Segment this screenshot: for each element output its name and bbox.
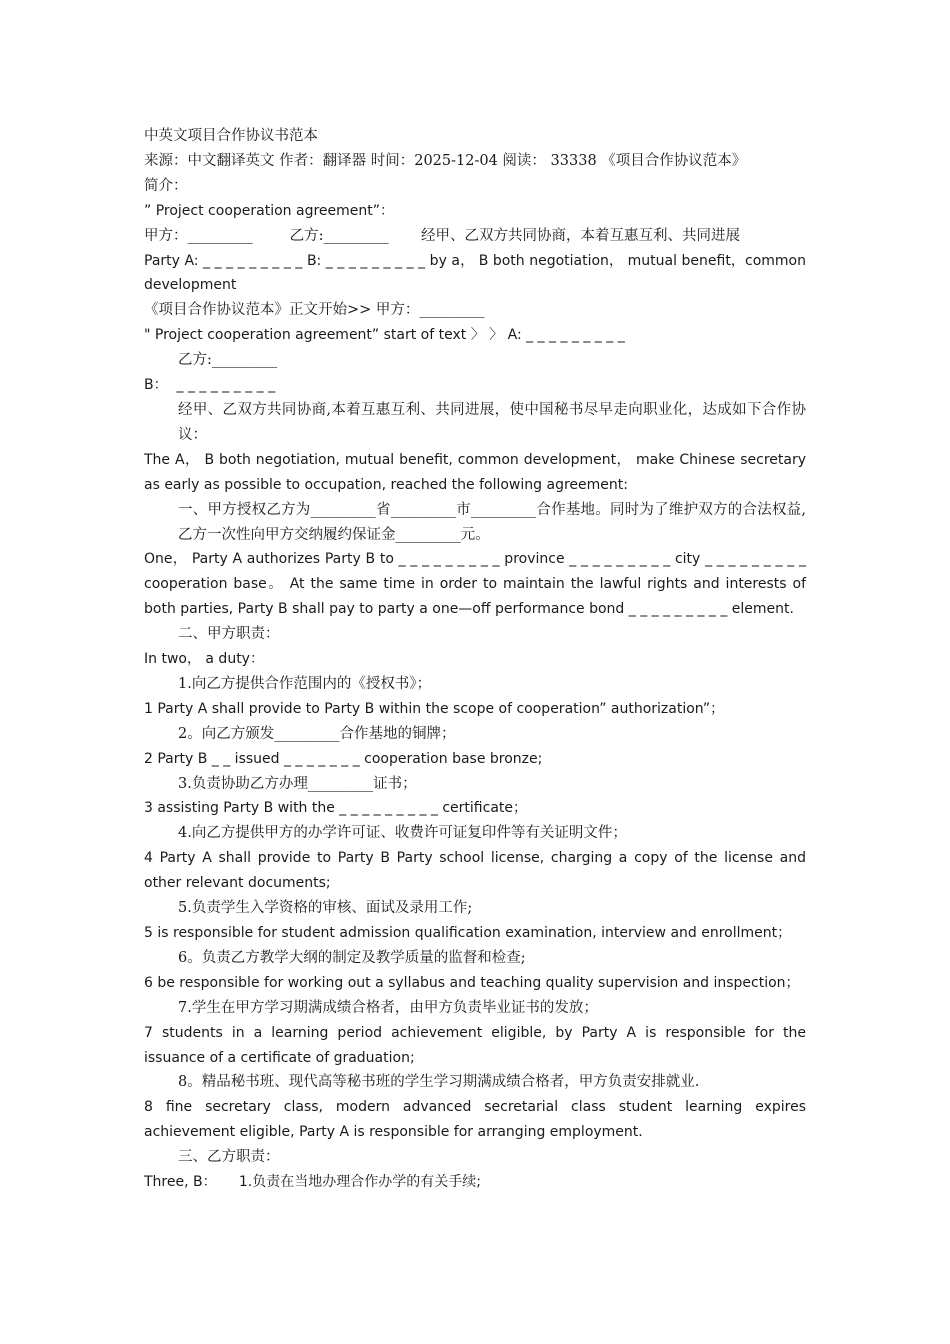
english-paragraph: In two， a duty：: [144, 651, 264, 668]
chinese-paragraph: 经甲、乙双方共同协商,本着互惠互利、共同进展，使中国秘书尽早走向职业化，达成如下合作协议：: [178, 401, 806, 443]
intro-label: 简介：: [144, 177, 188, 194]
chinese-paragraph: 5.负责学生入学资格的审核、面试及录用工作;: [178, 900, 473, 917]
english-paragraph: ” Project cooperation agreement”：: [144, 202, 394, 219]
english-paragraph: 2 Party B _ _ issued _ _ _ _ _ _ _ cooperation base bronze;: [144, 750, 543, 767]
chinese-paragraph: 三、乙方职责：: [178, 1149, 280, 1166]
english-paragraph: One， Party A authorizes Party B to _ _ _ _ _ _ _ _ _ province _ _ _ _ _ _ _ _ _ city _ _ _ _ _ _ _ _ _ cooperation base。 At the same time in order to maintain the lawful rights and interests of both parties, Party B shall pay to party a one—off performance bond _ _ _ _ _ _ _ _ _ element.: [144, 551, 811, 618]
chinese-paragraph: 《项目合作协议范本》正文开始>> 甲方：_________: [144, 302, 485, 319]
english-paragraph: 6 be responsible for working out a syllabus and teaching quality supervision and inspection；: [144, 974, 800, 991]
english-paragraph: 3 assisting Party B with the _ _ _ _ _ _ _ _ _ certificate；: [144, 800, 527, 817]
chinese-paragraph: 一、甲方授权乙方为_________省_________市_________合作基地。同时为了维护双方的合法权益,乙方一次性向甲方交纳履约保证金_________元。: [178, 501, 806, 543]
english-paragraph: 5 is responsible for student admission qualification examination, interview and enrollment；: [144, 925, 792, 941]
chinese-paragraph: 甲方：_________ 乙方:_________ 经甲、乙双方共同协商，本着互惠互利、共同进展: [144, 227, 741, 244]
chinese-paragraph: 6。负责乙方教学大纲的制定及教学质量的监督和检查;: [178, 949, 526, 966]
english-paragraph: " Project cooperation agreement” start of text 〉 〉 A: _ _ _ _ _ _ _ _ _: [144, 327, 625, 344]
document-body: [144, 199, 811, 1195]
english-paragraph: Party A: _ _ _ _ _ _ _ _ _ B: _ _ _ _ _ _ _ _ _ by a， B both negotiation， mutual benefit，common development: [144, 252, 811, 294]
english-paragraph: 1 Party A shall provide to Party B within the scope of cooperation” authorization”；: [144, 700, 725, 717]
chinese-paragraph: 二、甲方职责：: [178, 626, 280, 643]
chinese-paragraph: 2。向乙方颁发_________合作基地的铜牌；: [178, 725, 456, 742]
english-paragraph: The A， B both negotiation, mutual benefit, common development， make Chinese secretary as early as possible to occupation, reached the following agreement:: [144, 451, 811, 493]
document-title: 中英文项目合作协议书范本: [144, 128, 318, 144]
chinese-paragraph: 乙方:_________: [178, 352, 278, 369]
document-page: [144, 124, 811, 1195]
chinese-paragraph: 1.向乙方提供合作范围内的《授权书》；: [178, 675, 432, 692]
chinese-paragraph: 7.学生在甲方学习期满成绩合格者，由甲方负责毕业证书的发放；: [178, 999, 598, 1016]
document-meta: 来源：中文翻译英文 作者：翻译器 时间：2025-12-04 阅读： 33338 《项目合作协议范本》: [144, 152, 747, 169]
chinese-paragraph: 4.向乙方提供甲方的办学许可证、收费许可证复印件等有关证明文件；: [178, 825, 627, 842]
english-paragraph: B： _ _ _ _ _ _ _ _ _: [144, 377, 276, 394]
english-paragraph: Three, B： 1.负责在当地办理合作办学的有关手续;: [144, 1174, 481, 1191]
english-paragraph: 4 Party A shall provide to Party B Party school license, charging a copy of the license and other relevant documents;: [144, 850, 811, 892]
chinese-paragraph: 8。精品秘书班、现代高等秘书班的学生学习期满成绩合格者，甲方负责安排就业.: [178, 1074, 700, 1091]
english-paragraph: 7 students in a learning period achievement eligible, by Party A is responsible for the issuance of a certificate of graduation;: [144, 1024, 811, 1066]
chinese-paragraph: 3.负责协助乙方办理_________证书；: [178, 775, 417, 792]
english-paragraph: 8 fine secretary class, modern advanced secretarial class student learning expires achievement eligible, Party A is responsible for arranging employment.: [144, 1099, 811, 1141]
